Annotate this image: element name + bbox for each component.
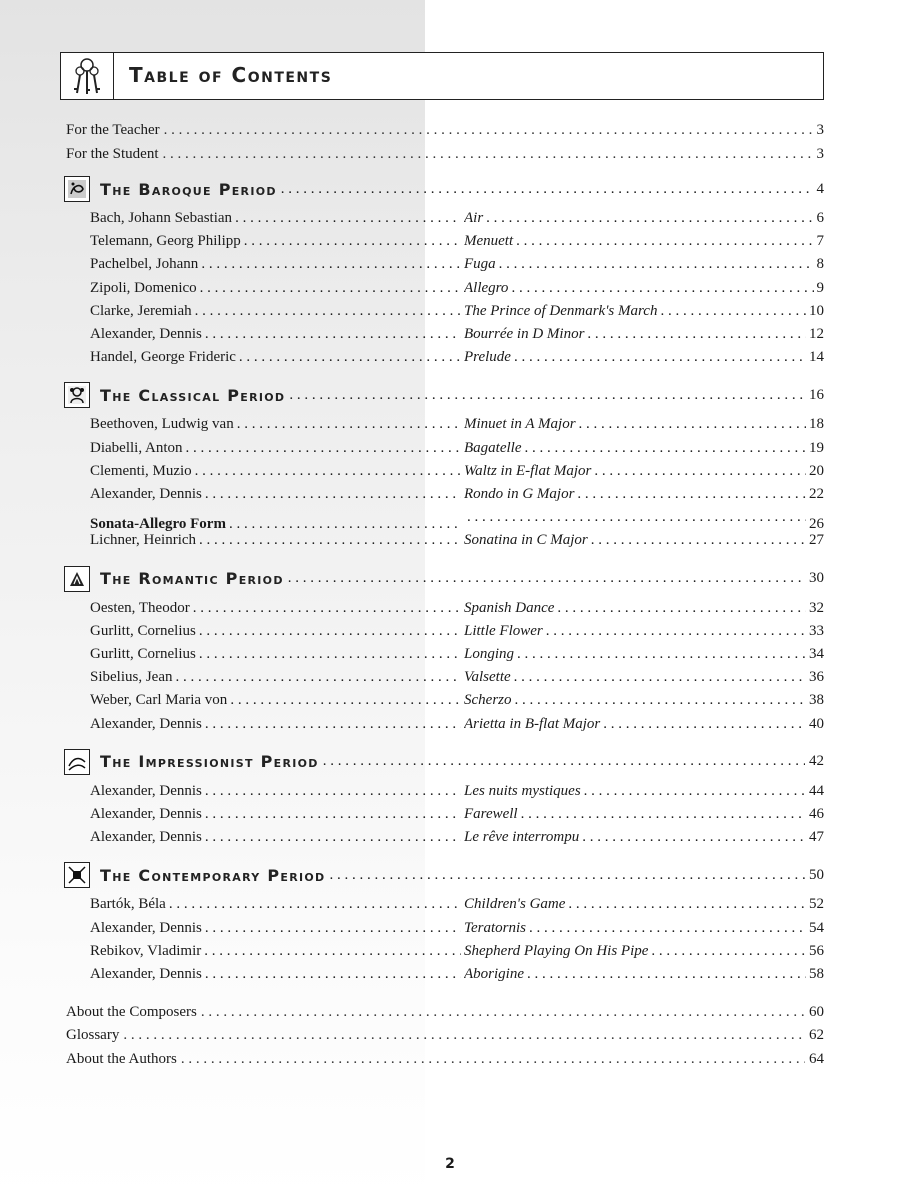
item-page: 54 bbox=[809, 919, 824, 936]
toc-item bbox=[90, 300, 824, 322]
composer-name: Alexander, Dennis bbox=[90, 782, 202, 799]
work-title: Le rêve interrompu bbox=[464, 829, 580, 846]
work-title: Prelude bbox=[464, 349, 511, 366]
period-page: 30 bbox=[809, 570, 824, 587]
dot-leader bbox=[205, 826, 461, 848]
dot-leader bbox=[205, 323, 461, 345]
work-title: Bagatelle bbox=[464, 439, 522, 456]
composer-name: Alexander, Dennis bbox=[90, 806, 202, 822]
dot-leader bbox=[205, 803, 461, 825]
work-title: Allegro bbox=[464, 279, 509, 296]
item-page: 58 bbox=[809, 966, 824, 982]
period-page: 4 bbox=[816, 180, 824, 197]
period-page: 16 bbox=[809, 386, 824, 403]
toc-item bbox=[90, 643, 824, 665]
entry-page: 60 bbox=[809, 1004, 824, 1021]
work-title: Farewell bbox=[464, 806, 518, 822]
entry-label: About the Authors bbox=[66, 1050, 177, 1067]
item-page: 18 bbox=[809, 416, 824, 433]
toc-item bbox=[90, 253, 824, 275]
classical-icon bbox=[64, 382, 90, 408]
toc-entry bbox=[66, 143, 824, 165]
toc-item bbox=[90, 506, 824, 533]
dot-leader bbox=[201, 253, 461, 275]
work-cell bbox=[464, 826, 809, 848]
toc-item bbox=[90, 893, 824, 915]
work-title: Little Flower bbox=[464, 622, 543, 639]
composer-cell bbox=[90, 323, 464, 345]
item-page: 46 bbox=[809, 806, 824, 822]
dot-leader bbox=[186, 437, 462, 459]
composer-cell bbox=[90, 917, 464, 939]
work-title: Minuet in A Major bbox=[464, 416, 576, 433]
item-page: 33 bbox=[809, 622, 824, 639]
work-cell bbox=[464, 277, 817, 299]
work-cell bbox=[464, 620, 809, 642]
composer-name: Lichner, Heinrich bbox=[90, 532, 197, 549]
dot-leader bbox=[516, 230, 813, 252]
work-cell bbox=[464, 780, 809, 802]
toc-item bbox=[90, 689, 824, 711]
composer-name: Rebikov, Vladimir bbox=[90, 942, 202, 959]
toc-item bbox=[90, 620, 824, 642]
composer-cell bbox=[90, 437, 464, 459]
dot-leader bbox=[205, 713, 461, 735]
toc-item bbox=[90, 826, 824, 848]
work-title: Children's Game bbox=[464, 896, 566, 913]
toc-entry bbox=[66, 1024, 824, 1046]
item-page: 6 bbox=[816, 210, 824, 226]
composer-cell bbox=[90, 230, 464, 252]
work-title: Shepherd Playing On His Pipe bbox=[464, 942, 649, 959]
toc-item bbox=[90, 207, 824, 229]
work-title: Scherzo bbox=[464, 692, 512, 709]
composer-cell bbox=[90, 253, 464, 275]
composer-cell bbox=[90, 346, 464, 368]
toc-item bbox=[90, 666, 824, 688]
toc-item bbox=[90, 277, 824, 299]
dot-leader bbox=[323, 753, 805, 770]
work-title: Valsette bbox=[464, 669, 511, 686]
dot-leader bbox=[499, 253, 814, 275]
composer-name: Beethoven, Ludwig van bbox=[90, 416, 234, 433]
item-page: 22 bbox=[809, 486, 824, 502]
toc-item bbox=[90, 963, 824, 985]
toc-item bbox=[90, 940, 824, 962]
composer-cell bbox=[90, 529, 464, 551]
item-page: 9 bbox=[816, 279, 824, 296]
dot-leader bbox=[329, 867, 805, 884]
dot-leader bbox=[204, 940, 461, 962]
composer-name: Bartók, Béla bbox=[90, 896, 166, 913]
work-title: Waltz in E-flat Major bbox=[464, 462, 592, 479]
period-heading bbox=[64, 382, 824, 408]
period-title: The Romantic Period bbox=[100, 569, 284, 589]
dot-leader bbox=[587, 323, 806, 345]
work-cell bbox=[464, 893, 809, 915]
dot-leader bbox=[514, 346, 806, 368]
composer-name: Clarke, Jeremiah bbox=[90, 302, 192, 319]
item-page: 52 bbox=[809, 896, 824, 913]
composer-name: Clementi, Muzio bbox=[90, 462, 192, 479]
period-heading bbox=[64, 862, 824, 888]
composer-name: Handel, George Frideric bbox=[90, 349, 236, 366]
dot-leader bbox=[199, 643, 461, 665]
dot-leader bbox=[176, 666, 462, 688]
item-page: 47 bbox=[809, 829, 824, 846]
work-cell bbox=[464, 413, 809, 435]
period-page: 42 bbox=[809, 753, 824, 770]
work-cell bbox=[464, 483, 809, 505]
work-cell bbox=[464, 963, 809, 985]
composer-cell bbox=[90, 413, 464, 435]
dot-leader bbox=[591, 529, 806, 551]
work-title: Menuett bbox=[464, 233, 514, 250]
toc-item bbox=[90, 917, 824, 939]
toc-item bbox=[90, 780, 824, 802]
entry-label: For the Student bbox=[66, 145, 159, 162]
dot-leader bbox=[527, 963, 806, 985]
work-title: Sonatina in C Major bbox=[464, 532, 588, 549]
composer-cell bbox=[90, 483, 464, 505]
dot-leader bbox=[181, 1048, 805, 1070]
item-page: 40 bbox=[809, 715, 824, 732]
toc-item bbox=[90, 483, 824, 505]
period-title: The Contemporary Period bbox=[100, 865, 326, 885]
dot-leader bbox=[557, 597, 806, 619]
dot-leader bbox=[514, 666, 806, 688]
dot-leader bbox=[163, 143, 813, 165]
romantic-icon bbox=[64, 566, 90, 592]
item-page: 14 bbox=[809, 349, 824, 366]
item-page: 10 bbox=[809, 302, 824, 319]
period-heading bbox=[64, 749, 824, 775]
keys-icon bbox=[61, 53, 114, 99]
work-cell bbox=[464, 207, 817, 229]
period-heading bbox=[64, 176, 824, 202]
work-title: Longing bbox=[464, 646, 515, 662]
composer-cell bbox=[90, 597, 464, 619]
composer-name: Oesten, Theodor bbox=[90, 599, 190, 616]
dot-leader bbox=[205, 963, 461, 985]
composer-name: Alexander, Dennis bbox=[90, 829, 202, 846]
composer-name: Gurlitt, Cornelius bbox=[90, 646, 196, 662]
impressionist-icon bbox=[64, 749, 90, 775]
dot-leader bbox=[195, 300, 461, 322]
work-cell bbox=[464, 689, 809, 711]
period-heading bbox=[64, 566, 824, 592]
composer-cell bbox=[90, 713, 464, 735]
composer-cell bbox=[90, 893, 464, 915]
work-cell bbox=[464, 917, 809, 939]
work-title: Arietta in B-flat Major bbox=[464, 715, 601, 732]
work-cell bbox=[464, 643, 809, 665]
dot-leader bbox=[603, 713, 806, 735]
dot-leader bbox=[164, 119, 813, 141]
dot-leader bbox=[517, 643, 806, 665]
toc-item bbox=[90, 346, 824, 368]
dot-leader bbox=[205, 917, 461, 939]
composer-name: Alexander, Dennis bbox=[90, 326, 202, 342]
composer-name: Alexander, Dennis bbox=[90, 715, 202, 732]
work-cell bbox=[464, 713, 809, 735]
dot-leader bbox=[199, 620, 461, 642]
item-page: 38 bbox=[809, 692, 824, 709]
dot-leader bbox=[529, 917, 806, 939]
toc-entry bbox=[66, 119, 824, 141]
dot-leader bbox=[579, 413, 806, 435]
composer-name: Gurlitt, Cornelius bbox=[90, 622, 196, 639]
toc-item bbox=[90, 230, 824, 252]
dot-leader bbox=[651, 940, 806, 962]
composer-cell bbox=[90, 689, 464, 711]
dot-leader bbox=[568, 893, 806, 915]
dot-leader bbox=[244, 230, 461, 252]
dot-leader bbox=[201, 1001, 805, 1023]
toc-item bbox=[90, 529, 824, 551]
work-title: Bourrée in D Minor bbox=[464, 326, 585, 342]
work-cell bbox=[464, 437, 809, 459]
item-page: 32 bbox=[809, 599, 824, 616]
work-cell bbox=[464, 506, 809, 528]
contemporary-icon bbox=[64, 862, 90, 888]
dot-leader bbox=[511, 277, 813, 299]
dot-leader bbox=[235, 207, 461, 229]
dot-leader bbox=[486, 207, 813, 229]
item-page: 56 bbox=[809, 942, 824, 959]
toc-item bbox=[90, 460, 824, 482]
composer-cell bbox=[90, 666, 464, 688]
dot-leader bbox=[200, 277, 461, 299]
work-cell bbox=[464, 346, 809, 368]
item-page: 8 bbox=[816, 256, 824, 273]
dot-leader bbox=[546, 620, 806, 642]
item-page: 36 bbox=[809, 669, 824, 686]
composer-cell bbox=[90, 963, 464, 985]
dot-leader bbox=[524, 437, 806, 459]
dot-leader bbox=[205, 780, 461, 802]
toc-entry bbox=[66, 1048, 824, 1070]
composer-name: Diabelli, Anton bbox=[90, 439, 183, 456]
toc-item bbox=[90, 803, 824, 825]
entry-label: About the Composers bbox=[66, 1004, 197, 1021]
dot-leader bbox=[123, 1024, 805, 1046]
composer-name: Telemann, Georg Philipp bbox=[90, 233, 241, 250]
dot-leader bbox=[660, 300, 806, 322]
item-page: 20 bbox=[809, 462, 824, 479]
composer-name: Zipoli, Domenico bbox=[90, 279, 197, 296]
dot-leader bbox=[594, 460, 806, 482]
dot-leader bbox=[582, 826, 806, 848]
item-page: 44 bbox=[809, 782, 824, 799]
dot-leader bbox=[289, 387, 805, 404]
toc-item bbox=[90, 713, 824, 735]
work-cell bbox=[464, 323, 809, 345]
toc-item bbox=[90, 597, 824, 619]
composer-name: Pachelbel, Johann bbox=[90, 256, 199, 273]
work-cell bbox=[464, 253, 817, 275]
dot-leader bbox=[467, 506, 806, 528]
page-title: Table of Contents bbox=[129, 63, 333, 87]
work-cell bbox=[464, 230, 817, 252]
work-cell bbox=[464, 666, 809, 688]
composer-cell bbox=[90, 460, 464, 482]
work-cell bbox=[464, 529, 809, 551]
work-title: Les nuits mystiques bbox=[464, 782, 581, 799]
composer-cell bbox=[90, 826, 464, 848]
item-page: 12 bbox=[809, 326, 824, 342]
toc-item bbox=[90, 413, 824, 435]
entry-page: 3 bbox=[816, 145, 824, 162]
dot-leader bbox=[230, 689, 461, 711]
dot-leader bbox=[195, 460, 461, 482]
dot-leader bbox=[237, 413, 461, 435]
page-number: 2 bbox=[445, 1156, 455, 1172]
dot-leader bbox=[239, 346, 461, 368]
title-box bbox=[60, 52, 824, 100]
work-cell bbox=[464, 940, 809, 962]
composer-name: Weber, Carl Maria von bbox=[90, 692, 228, 709]
item-page: 34 bbox=[809, 646, 824, 662]
composer-cell bbox=[90, 803, 464, 825]
dot-leader bbox=[199, 529, 461, 551]
item-page: 19 bbox=[809, 439, 824, 456]
entry-page: 62 bbox=[809, 1027, 824, 1044]
toc-entry bbox=[66, 1001, 824, 1023]
composer-cell bbox=[90, 643, 464, 665]
composer-name: Alexander, Dennis bbox=[90, 919, 202, 936]
work-title: The Prince of Denmark's March bbox=[464, 302, 658, 319]
dot-leader bbox=[515, 689, 807, 711]
dot-leader bbox=[577, 483, 806, 505]
dot-leader bbox=[281, 181, 813, 198]
work-cell bbox=[464, 597, 809, 619]
work-title: Teratornis bbox=[464, 919, 526, 936]
toc-item bbox=[90, 437, 824, 459]
dot-leader bbox=[205, 483, 461, 505]
work-title: Rondo in G Major bbox=[464, 486, 575, 502]
work-cell bbox=[464, 803, 809, 825]
entry-label: For the Teacher bbox=[66, 122, 160, 138]
composer-cell bbox=[90, 300, 464, 322]
item-page: 27 bbox=[809, 532, 824, 549]
period-title: The Classical Period bbox=[100, 385, 286, 405]
composer-name: Alexander, Dennis bbox=[90, 486, 202, 502]
composer-cell bbox=[90, 940, 464, 962]
entry-label: Glossary bbox=[66, 1027, 120, 1044]
period-title: The Baroque Period bbox=[100, 179, 277, 199]
composer-name: Alexander, Dennis bbox=[90, 966, 202, 982]
composer-cell bbox=[90, 277, 464, 299]
toc-item bbox=[90, 323, 824, 345]
work-title: Fuga bbox=[464, 256, 496, 273]
baroque-icon bbox=[64, 176, 90, 202]
composer-cell bbox=[90, 620, 464, 642]
work-cell bbox=[464, 460, 809, 482]
work-cell bbox=[464, 300, 809, 322]
work-title: Spanish Dance bbox=[464, 599, 555, 616]
work-title: Air bbox=[464, 210, 484, 226]
dot-leader bbox=[288, 570, 805, 587]
dot-leader bbox=[193, 597, 461, 619]
composer-cell bbox=[90, 780, 464, 802]
composer-name: Sibelius, Jean bbox=[90, 669, 173, 686]
composer-name: Sonata-Allegro Form bbox=[90, 516, 226, 533]
entry-page: 64 bbox=[809, 1050, 824, 1067]
composer-cell bbox=[90, 207, 464, 229]
entry-page: 3 bbox=[816, 122, 824, 138]
dot-leader bbox=[521, 803, 806, 825]
work-title: Aborigine bbox=[464, 966, 524, 982]
period-title: The Impressionist Period bbox=[100, 752, 319, 772]
dot-leader bbox=[169, 893, 461, 915]
dot-leader bbox=[584, 780, 806, 802]
period-page: 50 bbox=[809, 866, 824, 883]
item-page: 26 bbox=[809, 516, 824, 533]
composer-name: Bach, Johann Sebastian bbox=[90, 210, 233, 226]
item-page: 7 bbox=[816, 233, 824, 250]
